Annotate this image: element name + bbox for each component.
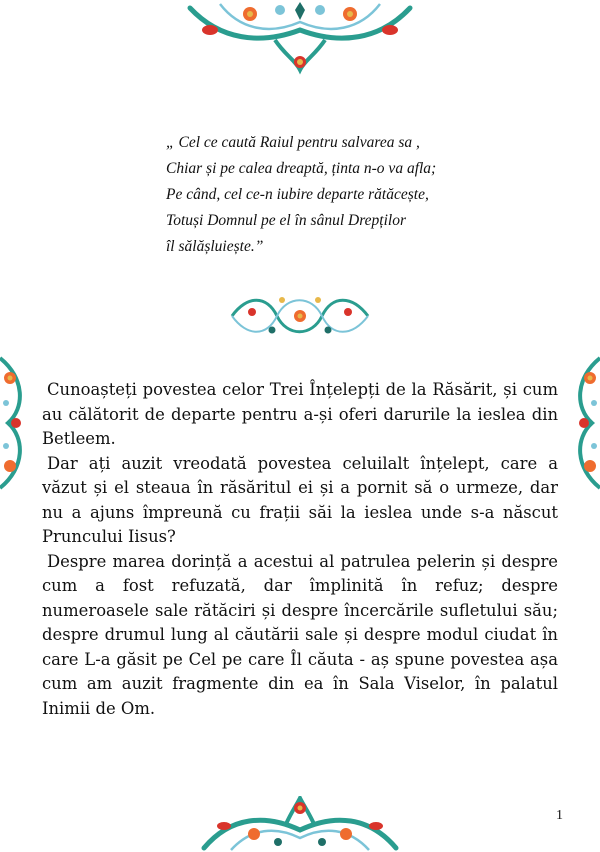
- poem-line: Chiar și pe calea dreaptă, ținta n-o va afla;: [166, 160, 437, 177]
- floral-left-edge-ornament-icon: [0, 348, 34, 498]
- page-number: 1: [556, 808, 563, 823]
- paragraph: Dar ați auzit vreodată povestea celuilalt înțelept, care a văzut și el steaua în răsăritul ei și a pornit să o urmeze, dar nu a ajuns împreună cu frații săi la ieslea unde s-a născut Pruncului Iisus?: [42, 453, 558, 546]
- floral-divider-ornament-icon: [222, 290, 378, 342]
- paragraph: Cunoașteți povestea celor Trei Înțelepți de la Răsărit, și cum au călătorit de departe pentru a-și oferi darurile la ieslea din Betleem.: [42, 380, 558, 448]
- poem-line: „ Cel ce caută Raiul pentru salvarea sa ,: [166, 134, 420, 151]
- story-body: [42, 378, 558, 721]
- floral-top-ornament-icon: [180, 0, 420, 75]
- poem-line: Totuși Domnul pe el în sânul Drepților: [166, 212, 406, 229]
- paragraph: Despre marea dorință a acestui al patrulea pelerin și despre cum a fost refuzată, dar împlinită în refuz; despre numeroasele sale rătăciri și despre încercările sufletului său; despre drumul lung al căutării sale și despre modul ciudat în care L-a găsit pe Cel pe care Îl căuta - aș spune povestea așa cum am auzit fragmente din ea în Sala Viselor, în palatul Inimii de Om.: [42, 551, 558, 718]
- floral-right-edge-ornament-icon: [566, 348, 600, 498]
- floral-bottom-ornament-icon: [196, 796, 404, 852]
- poem-line: Pe când, cel ce-n iubire departe rătăcește,: [166, 186, 429, 203]
- poem-line: îl sălășluiește.”: [166, 238, 264, 255]
- poem-epigraph: [166, 130, 486, 260]
